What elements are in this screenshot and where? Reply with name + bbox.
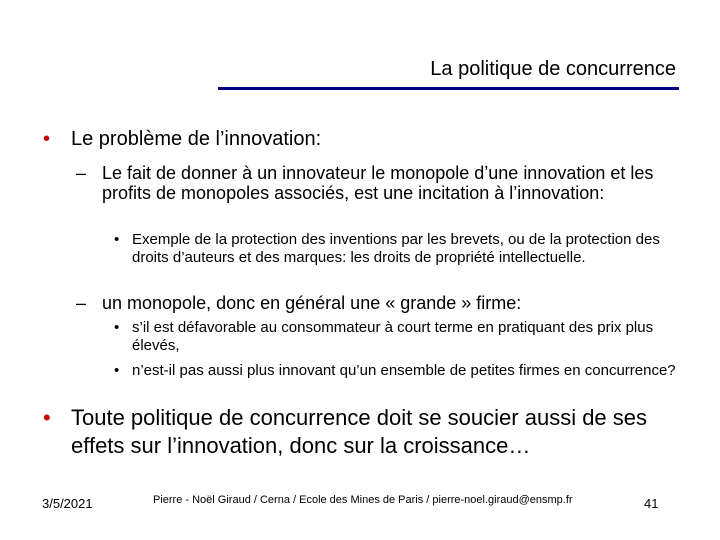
bullet-level1 — [43, 404, 703, 460]
bullet-text: Toute politique de concurrence doit se soucier aussi de ses effets sur l’innovation, donc sur la croissance… — [71, 405, 648, 458]
bullet-level1 — [43, 127, 698, 151]
bullet-text: un monopole, donc en général une « grande » firme: — [102, 293, 522, 313]
bullet-text: n’est-il pas aussi plus innovant qu’un ensemble de petites firmes en concurrence? — [132, 362, 676, 379]
bullet-level3 — [114, 319, 684, 355]
bullet-text: Exemple de la protection des inventions par les brevets, ou de la protection des droits d’auteurs et des marques: les droits de propriété intellectuelle. — [132, 231, 660, 266]
bullet-marker: – — [76, 293, 87, 313]
bullet-marker: – — [76, 163, 87, 183]
footer-author: Pierre - Noël Giraud / Cerna / Ecole des Mines de Paris / pierre-noel.giraud@ensmp.fr — [153, 494, 573, 506]
bullet-marker: • — [114, 362, 120, 379]
page-number: 41 — [644, 496, 659, 511]
slide-title: La politique de concurrence — [430, 58, 676, 80]
footer-date: 3/5/2021 — [42, 496, 93, 511]
bullet-level2 — [76, 293, 686, 313]
bullet-marker: • — [114, 231, 120, 248]
bullet-level3 — [114, 231, 684, 267]
bullet-marker: • — [43, 405, 51, 430]
bullet-marker: • — [114, 319, 120, 336]
bullet-level2 — [76, 163, 686, 203]
bullet-text: Le fait de donner à un innovateur le monopole d’une innovation et les profits de monopoles associés, est une incitation à l’innovation: — [102, 163, 654, 203]
bullet-text: s’il est défavorable au consommateur à court terme en pratiquant des prix plus élevés, — [132, 319, 654, 354]
bullet-text: Le problème de l’innovation: — [71, 128, 322, 150]
bullet-level3 — [114, 362, 684, 380]
bullet-marker: • — [43, 128, 51, 150]
